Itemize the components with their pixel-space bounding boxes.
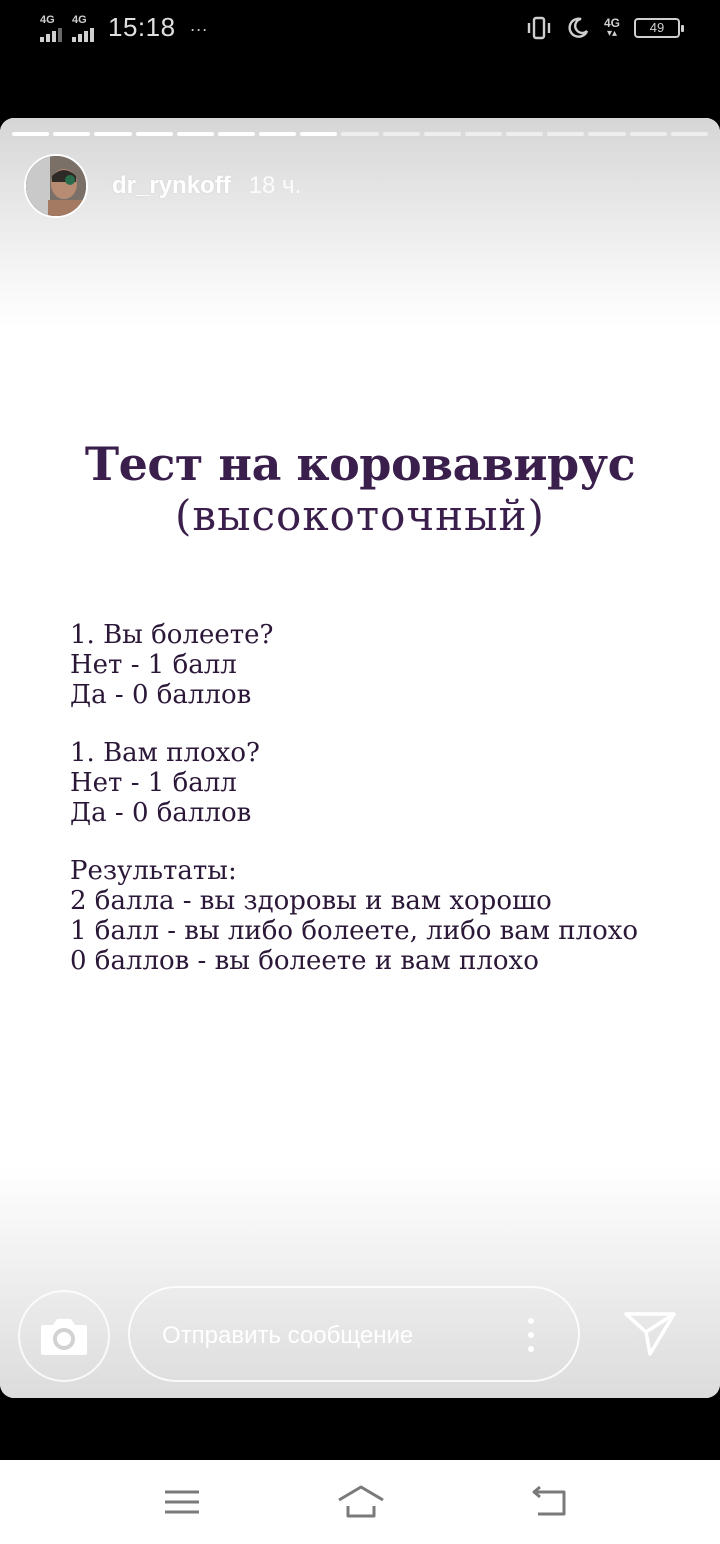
data-arrows-icon: ▾▴ xyxy=(606,28,618,39)
progress-segment xyxy=(588,132,625,136)
reply-placeholder: Отправить сообщение xyxy=(162,1322,414,1349)
result-line: 0 баллов - вы болеете и вам плохо xyxy=(70,946,539,976)
question-1 xyxy=(70,620,273,710)
back-icon[interactable] xyxy=(530,1484,570,1520)
username[interactable]: dr_rynkoff xyxy=(112,172,231,199)
reply-message-input[interactable] xyxy=(128,1286,580,1382)
signal-2-label: 4G xyxy=(72,14,87,26)
story-progress-bar xyxy=(12,132,708,136)
progress-segment xyxy=(259,132,296,136)
send-icon[interactable] xyxy=(622,1308,678,1358)
vibrate-icon xyxy=(526,16,552,40)
story-header xyxy=(24,154,301,218)
network-label: 4G xyxy=(603,16,620,30)
do-not-disturb-moon-icon xyxy=(566,16,590,40)
story-subtitle: (высокоточный) xyxy=(175,491,545,540)
signal-bars-icon xyxy=(72,28,94,42)
signal-bars-icon xyxy=(40,28,62,42)
battery-icon xyxy=(634,18,680,38)
progress-segment xyxy=(506,132,543,136)
progress-segment xyxy=(53,132,90,136)
progress-segment xyxy=(341,132,378,136)
camera-icon xyxy=(39,1315,89,1357)
answer-line: Нет - 1 балл xyxy=(70,768,237,798)
home-icon[interactable] xyxy=(336,1484,386,1520)
navigation-bar xyxy=(0,1460,720,1544)
question-2 xyxy=(70,738,260,828)
network-type xyxy=(604,17,620,39)
story-content xyxy=(0,118,720,1398)
user-photo-icon xyxy=(26,156,88,218)
progress-segment xyxy=(383,132,420,136)
status-bar xyxy=(0,0,720,60)
clock: 15:18 xyxy=(108,12,176,42)
answer-line: Да - 0 баллов xyxy=(70,680,252,710)
progress-segment xyxy=(630,132,667,136)
answer-line: Нет - 1 балл xyxy=(70,650,237,680)
progress-segment xyxy=(671,132,708,136)
menu-icon[interactable] xyxy=(162,1484,202,1520)
story-viewer[interactable] xyxy=(0,118,720,1398)
progress-segment xyxy=(218,132,255,136)
avatar[interactable] xyxy=(24,154,88,218)
question-line: 1. Вы болеете? xyxy=(70,620,274,650)
results xyxy=(70,856,638,976)
progress-segment xyxy=(177,132,214,136)
story-title: Тест на коровавирус xyxy=(84,437,636,491)
signal-1-label: 4G xyxy=(40,14,55,26)
more-notifications: ··· xyxy=(189,19,208,39)
progress-segment xyxy=(547,132,584,136)
question-line: 1. Вам плохо? xyxy=(70,738,260,768)
result-line: 1 балл - вы либо болеете, либо вам плохо xyxy=(70,916,639,946)
progress-segment xyxy=(300,132,337,136)
answer-line: Да - 0 баллов xyxy=(70,798,252,828)
signal-1 xyxy=(40,15,62,42)
more-vertical-icon[interactable] xyxy=(528,1318,534,1352)
result-line: 2 балла - вы здоровы и вам хорошо xyxy=(70,886,552,916)
signal-2 xyxy=(72,15,94,42)
results-heading: Результаты: xyxy=(70,856,237,886)
progress-segment xyxy=(465,132,502,136)
story-time-ago: 18 ч. xyxy=(248,172,302,199)
camera-button[interactable] xyxy=(18,1290,110,1382)
progress-segment xyxy=(12,132,49,136)
progress-segment xyxy=(94,132,131,136)
progress-segment xyxy=(424,132,461,136)
battery-level: 49 xyxy=(649,20,665,35)
progress-segment xyxy=(136,132,173,136)
